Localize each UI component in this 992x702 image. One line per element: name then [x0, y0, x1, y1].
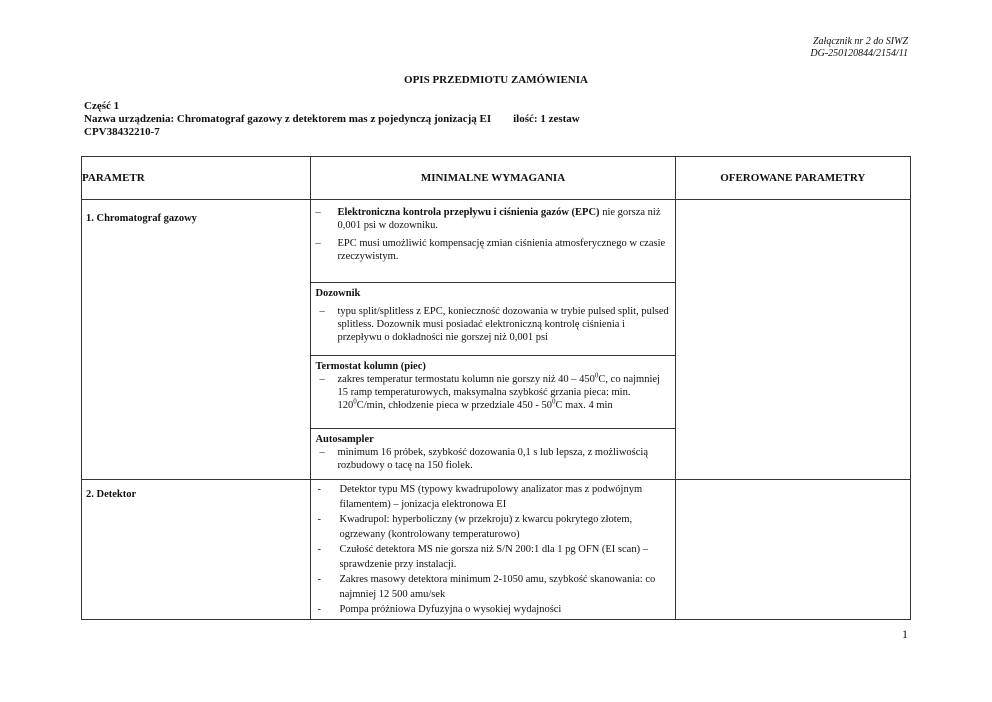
list-item: – typu split/splitless z EPC, konieczność dozowania w trybie pulsed split, pulsed splitless. Dozownik musi posiadać elektroniczną kontrolę ciśnienia i przepływu o dokładności nie gorszej niż 0,001 psi — [319, 306, 669, 343]
reference-number: DG-250120844/2154/11 — [810, 48, 908, 59]
header-offered-parameters: OFEROWANE PARAMETRY — [675, 157, 910, 200]
param-detector: 2. Detektor — [82, 480, 311, 620]
list-item: - Zakres masowy detektora minimum 2-1050 amu, szybkość skanowania: co najmniej 12 500 amu/sek — [317, 574, 656, 600]
quantity: ilość: 1 zestaw — [513, 113, 580, 125]
offered-gas-chromatograph — [675, 200, 910, 480]
specification-table — [81, 156, 911, 620]
cpv-code: CPV38432210-7 — [84, 126, 160, 138]
header-minimal-requirements: MINIMALNE WYMAGANIA — [311, 157, 675, 200]
table-header-row — [82, 157, 911, 200]
part-label: Część 1 — [84, 100, 120, 112]
procurement-meta — [84, 100, 580, 139]
offered-detector — [675, 480, 910, 620]
requirement-autosampler — [311, 429, 675, 480]
header-parametr: PARAMETR — [82, 157, 311, 200]
device-line — [84, 113, 580, 126]
document-header — [810, 36, 908, 60]
list-item: - Kwadrupol: hyperboliczny (w przekroju) z kwarcu pokrytego złotem, ogrzewany (kontrolowany temperaturowo) — [317, 514, 633, 540]
requirement-epc — [311, 200, 675, 283]
injector-title: Dozownik — [315, 288, 361, 299]
list-item: – minimum 16 próbek, szybkość dozowania 0,1 s lub lepsza, z możliwością rozbudowy o tacę na 150 fiolek. — [319, 447, 648, 471]
list-item: – zakres temperatur termostatu kolumn nie gorszy niż $40 - 450^0C$, co najmniej 15 ramp temperaturowych, maksymalna szybkość grzania pieca: min. $120^0C/\min$, chłodzenie pieca w przedziale $450 - 50^0C$ max. 4 min — [319, 371, 660, 411]
table-row — [82, 200, 911, 283]
document-title: OPIS PRZEDMIOTU ZAMÓWIENIA — [404, 74, 588, 86]
list-item: – EPC musi umożliwić kompensację zmian ciśnienia atmosferycznego w czasie rzeczywistym. — [315, 238, 666, 262]
param-gas-chromatograph: 1. Chromatograf gazowy — [82, 200, 311, 480]
autosampler-title: Autosampler — [315, 434, 374, 445]
requirement-oven — [311, 356, 675, 429]
page-number: 1 — [902, 627, 908, 641]
oven-title: Termostat kolumn (piec) — [315, 361, 426, 372]
list-item: - Detektor typu MS (typowy kwadrupolowy analizator mas z podwójnym filamentem) – jonizacja elektronowa EI — [317, 484, 643, 510]
device-name: Nazwa urządzenia: Chromatograf gazowy z detektorem mas z pojedynczą jonizacją EI — [84, 113, 492, 125]
requirement-detector — [311, 480, 675, 620]
table-row — [82, 480, 911, 620]
list-item: - Pompa próżniowa Dyfuzyjna o wysokiej wydajności — [317, 604, 562, 615]
list-item: – Elektroniczna kontrola przepływu i ciśnienia gazów (EPC) nie gorsza niż 0,001 psi w dozowniku. — [315, 207, 661, 231]
epc-bold-text: Elektroniczna kontrola przepływu i ciśnienia gazów (EPC) — [337, 207, 600, 218]
list-item: - Czułość detektora MS nie gorsza niż S/N 200:1 dla 1 pg OFN (EI scan) – sprawdzenie przy instalacji. — [317, 544, 648, 570]
requirement-injector — [311, 283, 675, 356]
annex-label: Załącznik nr 2 do SIWZ — [813, 36, 908, 47]
